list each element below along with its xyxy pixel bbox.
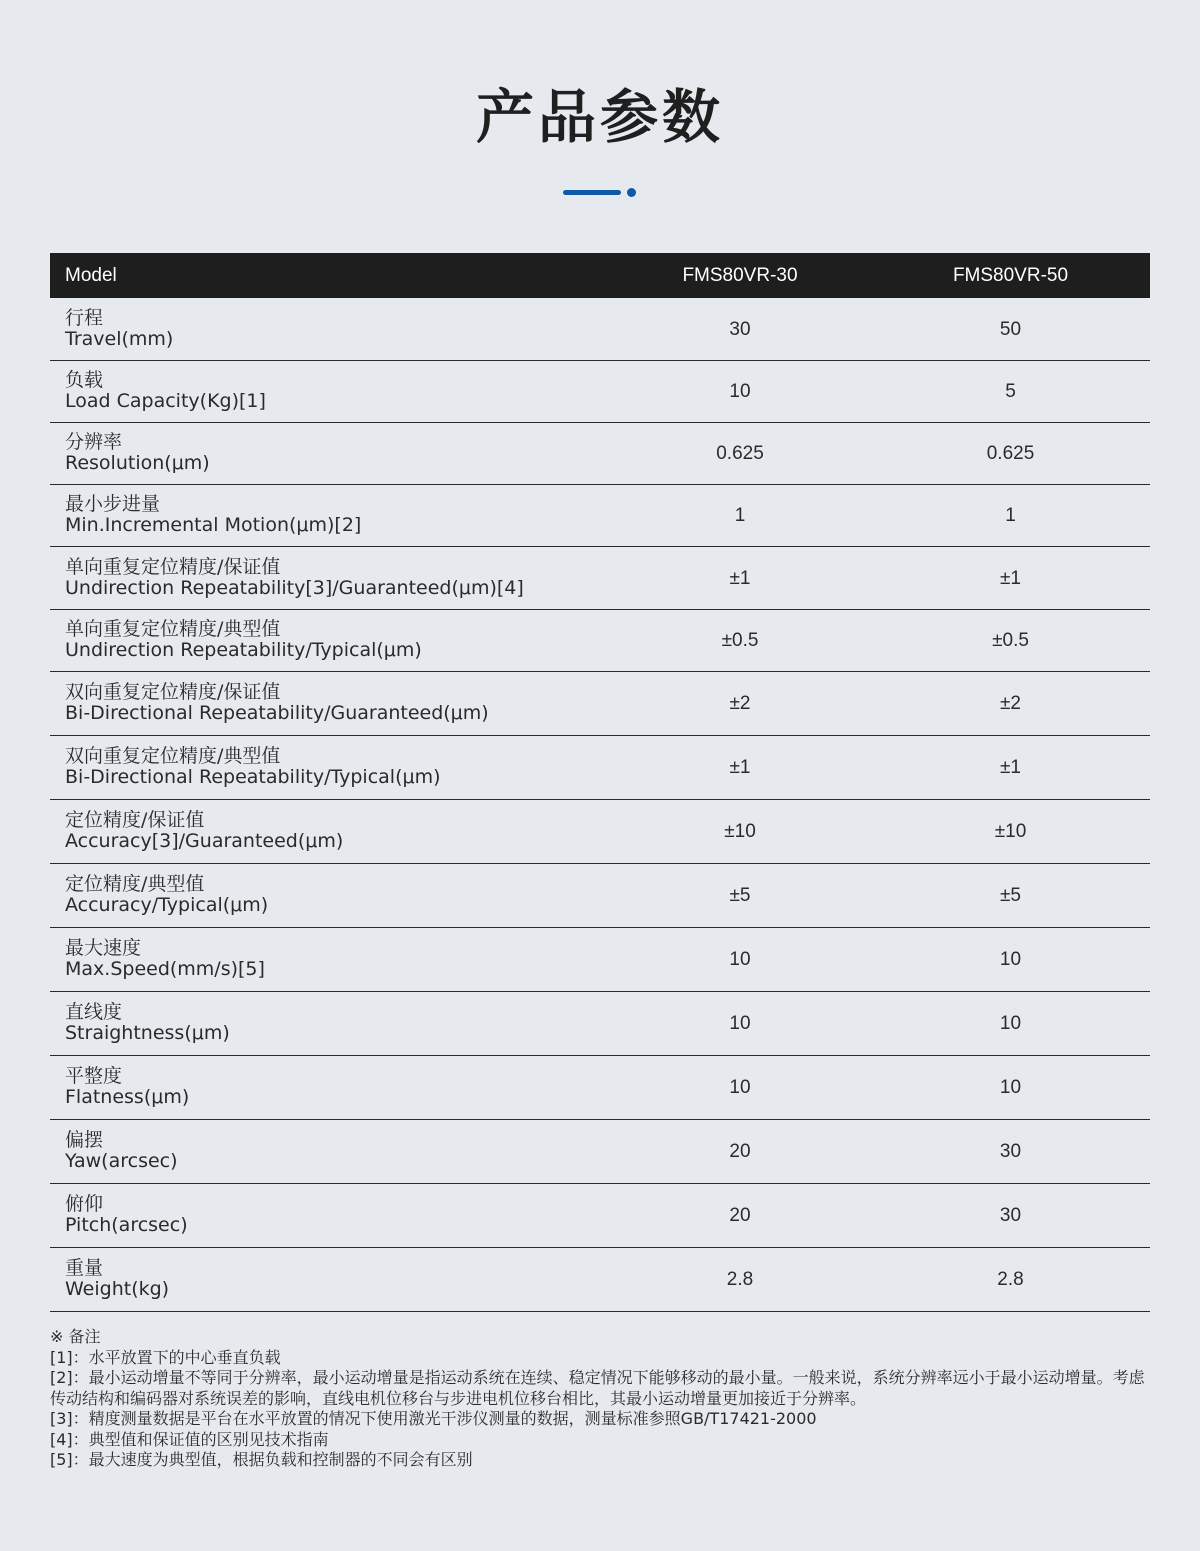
param-name-zh: 俯仰 xyxy=(65,1193,104,1215)
table-row xyxy=(50,1247,1150,1311)
param-name-zh: 偏摆 xyxy=(65,1129,104,1151)
value-cell-30: ±2 xyxy=(729,693,751,714)
param-name-en: Max.Speed(mm/s)[5] xyxy=(65,958,265,980)
value-cell-50: ±5 xyxy=(1000,885,1021,906)
value-cell-50: 30 xyxy=(999,1141,1022,1162)
note-item: [4]：典型值和保证值的区别见技术指南 xyxy=(50,1429,329,1449)
param-label-cell xyxy=(50,1055,609,1119)
param-name-en: Pitch(arcsec) xyxy=(65,1214,188,1236)
value-cell-50: ±10 xyxy=(994,821,1027,842)
param-name-en: Undirection Repeatability[3]/Guaranteed(μm)[4] xyxy=(65,576,524,599)
table-row xyxy=(50,927,1150,991)
value-cell-30: 30 xyxy=(729,318,751,340)
param-label-cell xyxy=(50,735,609,799)
table-row xyxy=(50,1183,1150,1247)
value-cell-30: 20 xyxy=(729,1205,751,1226)
value-cell-30: 0.625 xyxy=(716,443,764,464)
param-name-zh: 双向重复定位精度/典型值 xyxy=(65,745,281,767)
decoration-dot xyxy=(627,188,636,197)
param-label-cell xyxy=(50,991,609,1055)
title-underline-decoration xyxy=(563,188,637,198)
header-model: Model xyxy=(65,264,117,286)
value-cell-50: ±1 xyxy=(1000,757,1021,778)
value-cell-50: 1 xyxy=(1005,505,1016,526)
table-row xyxy=(50,298,1150,360)
param-label-cell xyxy=(50,799,609,863)
value-cell-30: ±1 xyxy=(729,757,751,778)
note-item: [1]：水平放置下的中心垂直负载 xyxy=(50,1347,281,1367)
value-cell-30: ±0.5 xyxy=(721,630,759,651)
table-row xyxy=(50,546,1150,609)
param-label-cell xyxy=(50,927,609,991)
param-name-en: Min.Incremental Motion(μm)[2] xyxy=(65,514,362,536)
table-row xyxy=(50,422,1150,484)
param-name-en: Straightness(μm) xyxy=(65,1022,230,1044)
value-cell-30: ±10 xyxy=(724,821,756,842)
value-cell-50: 50 xyxy=(999,318,1022,340)
note-item: [5]：最大速度为典型值，根据负载和控制器的不同会有区别 xyxy=(50,1450,473,1469)
value-cell-50: 5 xyxy=(1005,381,1016,402)
value-cell-50: ±1 xyxy=(1000,567,1021,589)
notes-section xyxy=(50,1327,1150,1471)
value-cell-50: 10 xyxy=(999,949,1022,970)
param-label-cell xyxy=(50,1119,609,1183)
value-cell-30: 20 xyxy=(729,1141,751,1162)
param-label-cell xyxy=(50,546,609,609)
decoration-bar xyxy=(563,190,621,195)
value-cell-50: 10 xyxy=(999,1013,1022,1034)
table-row xyxy=(50,1119,1150,1183)
param-label-cell xyxy=(50,1183,609,1247)
param-name-en: Bi-Directional Repeatability/Typical(μm) xyxy=(65,766,441,788)
param-label-cell xyxy=(50,609,609,671)
param-name-zh: 定位精度/典型值 xyxy=(65,873,205,895)
value-cell-50: 2.8 xyxy=(997,1269,1024,1290)
value-cell-50: ±2 xyxy=(1000,693,1021,714)
spec-table-body xyxy=(50,298,1150,1311)
param-name-en: Bi-Directional Repeatability/Guaranteed(μm) xyxy=(65,702,489,724)
note-item: [3]：精度测量数据是平台在水平放置的情况下使用激光干涉仪测量的数据，测量标准参照GB/T17421-2000 xyxy=(50,1409,817,1428)
param-name-en: Accuracy/Typical(μm) xyxy=(65,894,269,916)
value-cell-50: 30 xyxy=(999,1205,1022,1226)
param-name-en: Travel(mm) xyxy=(65,327,174,350)
param-name-en: Load Capacity(Kg)[1] xyxy=(65,390,266,412)
value-cell-30: 10 xyxy=(729,1013,751,1034)
param-label-cell xyxy=(50,422,609,484)
param-name-zh: 平整度 xyxy=(65,1065,123,1087)
param-name-zh: 分辨率 xyxy=(65,431,123,453)
param-name-en: Resolution(μm) xyxy=(65,452,210,474)
table-row xyxy=(50,609,1150,671)
param-label-cell xyxy=(50,360,609,422)
param-name-zh: 单向重复定位精度/保证值 xyxy=(65,555,281,578)
page-title: 产品参数 xyxy=(475,83,724,151)
value-cell-30: 1 xyxy=(734,505,746,526)
param-label-cell xyxy=(50,298,609,360)
value-cell-30: 10 xyxy=(729,381,751,402)
param-name-zh: 双向重复定位精度/保证值 xyxy=(65,681,281,703)
value-cell-30: ±5 xyxy=(729,885,751,906)
value-cell-30: 2.8 xyxy=(726,1269,754,1290)
param-name-en: Flatness(μm) xyxy=(65,1086,190,1108)
param-name-en: Accuracy[3]/Guaranteed(μm) xyxy=(65,830,344,852)
param-name-zh: 定位精度/保证值 xyxy=(65,809,205,831)
param-name-zh: 直线度 xyxy=(65,1001,123,1023)
param-name-en: Undirection Repeatability/Typical(μm) xyxy=(65,639,422,661)
param-label-cell xyxy=(50,484,609,546)
table-row xyxy=(50,360,1150,422)
spec-table xyxy=(50,253,1150,1312)
param-label-cell xyxy=(50,1247,609,1311)
table-row xyxy=(50,671,1150,735)
table-row xyxy=(50,735,1150,799)
table-row xyxy=(50,484,1150,546)
notes-heading: ※ 备注 xyxy=(50,1327,101,1346)
value-cell-30: 10 xyxy=(729,949,751,970)
param-name-zh: 负载 xyxy=(65,369,104,391)
table-header-row xyxy=(50,253,1150,298)
value-cell-50: ±0.5 xyxy=(992,630,1029,651)
param-label-cell xyxy=(50,671,609,735)
param-name-en: Yaw(arcsec) xyxy=(65,1150,178,1172)
param-name-zh: 最小步进量 xyxy=(65,493,161,515)
value-cell-50: 0.625 xyxy=(986,443,1035,464)
note-item: [2]：最小运动增量不等同于分辨率，最小运动增量是指运动系统在连续、稳定情况下能够移动的最小量。一般来说，系统分辨率远小于最小运动增量。考虑传动结构和编码器对系统误差的影响，直线电机位移台与步进电机位移台相比，其最小运动增量更加接近于分辨率。 xyxy=(50,1368,1145,1408)
table-row xyxy=(50,991,1150,1055)
header-model-30: FMS80VR-30 xyxy=(682,264,798,286)
param-name-zh: 重量 xyxy=(65,1257,104,1279)
header-model-50: FMS80VR-50 xyxy=(952,264,1069,286)
value-cell-30: ±1 xyxy=(729,567,751,589)
param-name-zh: 行程 xyxy=(65,306,104,329)
table-row xyxy=(50,863,1150,927)
param-label-cell xyxy=(50,863,609,927)
param-name-en: Weight(kg) xyxy=(65,1278,170,1300)
table-row xyxy=(50,1055,1150,1119)
value-cell-50: 10 xyxy=(999,1077,1022,1098)
value-cell-30: 10 xyxy=(729,1077,751,1098)
table-row xyxy=(50,799,1150,863)
param-name-zh: 最大速度 xyxy=(65,937,142,959)
param-name-zh: 单向重复定位精度/典型值 xyxy=(65,618,281,640)
